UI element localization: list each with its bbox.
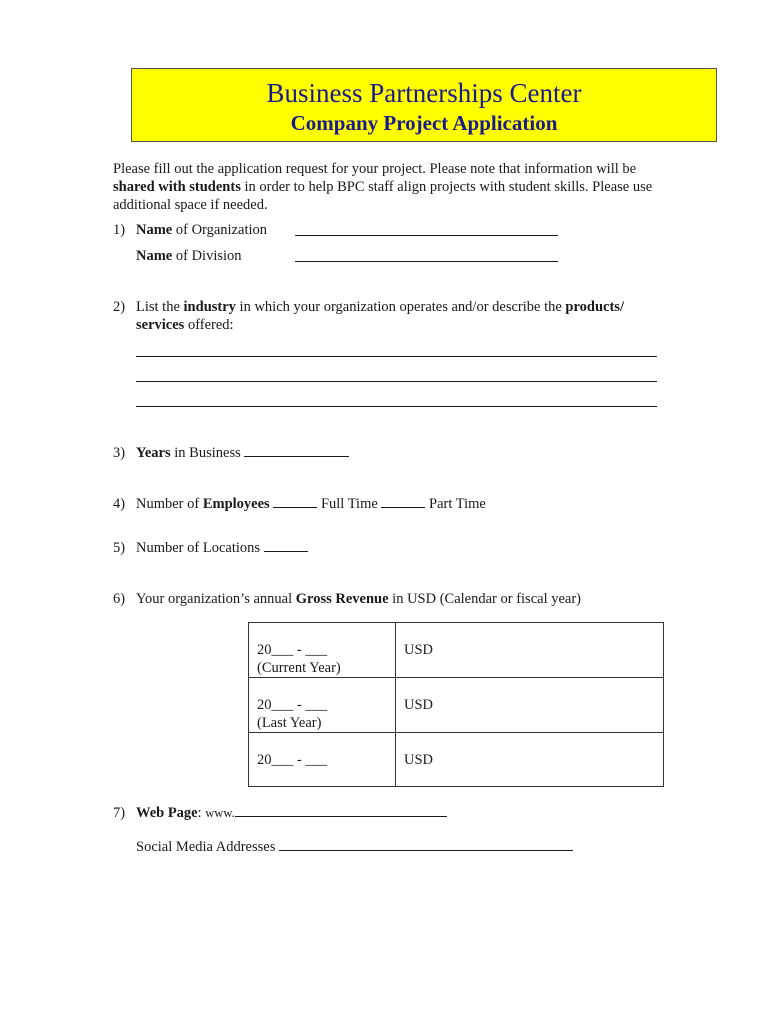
year-range: 20___ - ___	[257, 642, 328, 658]
org-label: of Organization	[172, 222, 268, 238]
intro-bold: shared with students	[113, 179, 241, 195]
social-media-field[interactable]	[279, 838, 573, 851]
www-prefix: www.	[205, 806, 235, 820]
question-5	[113, 539, 308, 557]
question-number: 7)	[113, 805, 126, 821]
question-4	[113, 495, 486, 513]
years-label: in Business	[170, 445, 241, 461]
page-subtitle: Company Project Application	[290, 111, 558, 135]
locations-label: Number of Locations	[136, 540, 261, 556]
question-number: 3)	[113, 445, 126, 461]
currency-label: USD	[404, 752, 434, 768]
currency-label: USD	[404, 642, 434, 658]
industry-bold: industry	[183, 299, 236, 315]
q2-text-1: List the	[136, 299, 184, 315]
intro-paragraph	[113, 160, 673, 214]
year-note: (Current Year)	[257, 660, 341, 676]
intro-text-1: Please fill out the application request for your project. Please note that information will be	[113, 161, 637, 177]
web-page-field[interactable]	[235, 804, 447, 817]
header-box	[131, 68, 717, 142]
question-1-division	[136, 247, 242, 265]
question-6	[113, 590, 581, 608]
table-row	[249, 733, 664, 787]
question-number: 4)	[113, 496, 126, 512]
revenue-year-cell[interactable]	[249, 733, 396, 787]
intro-text-2: in order to help BPC staff align projects with student skills. Please use additional space if needed.	[113, 179, 653, 213]
industry-answer-line-3[interactable]	[136, 406, 657, 407]
web-page-bold: Web Page	[136, 805, 198, 821]
q6-text-1: Your organization’s annual	[136, 591, 296, 607]
table-row	[249, 678, 664, 733]
full-time-label: Full Time	[317, 496, 382, 512]
org-label-bold: Name	[136, 222, 173, 238]
question-3	[113, 444, 349, 462]
question-7	[113, 804, 447, 822]
q4-text: Number of	[136, 496, 203, 512]
q6-text-2: in USD (Calendar or fiscal year)	[388, 591, 582, 607]
years-field[interactable]	[244, 444, 349, 457]
page-title: Business Partnerships Center	[266, 78, 582, 108]
services-bold: services	[136, 317, 185, 333]
revenue-amount-cell[interactable]	[396, 678, 664, 733]
gross-revenue-bold: Gross Revenue	[295, 591, 389, 607]
products-bold: products/	[565, 299, 624, 315]
years-bold: Years	[136, 445, 171, 461]
question-number: 2)	[113, 299, 126, 315]
locations-field[interactable]	[264, 539, 308, 552]
social-media-row	[136, 838, 573, 856]
social-media-label: Social Media Addresses	[136, 839, 276, 855]
question-1-org	[113, 221, 267, 239]
currency-label: USD	[404, 697, 434, 713]
division-name-field[interactable]	[295, 261, 558, 262]
q2-text-2: in which your organization operates and/or describe the	[235, 299, 566, 315]
colon: :	[197, 805, 202, 821]
industry-answer-line-1[interactable]	[136, 356, 657, 357]
division-label-bold: Name	[136, 248, 173, 264]
revenue-amount-cell[interactable]	[396, 623, 664, 678]
year-range: 20___ - ___	[257, 697, 328, 713]
part-time-field[interactable]	[381, 495, 425, 508]
employees-bold: Employees	[202, 496, 270, 512]
revenue-table	[248, 622, 664, 787]
year-range: 20___ - ___	[257, 752, 328, 768]
full-time-field[interactable]	[273, 495, 317, 508]
part-time-label: Part Time	[425, 496, 486, 512]
revenue-year-cell[interactable]	[249, 678, 396, 733]
question-number: 6)	[113, 591, 126, 607]
question-2-line1	[113, 298, 624, 316]
question-number: 5)	[113, 540, 126, 556]
q2-text-3: offered:	[184, 317, 234, 333]
year-note: (Last Year)	[257, 715, 322, 731]
question-number: 1)	[113, 222, 126, 238]
revenue-amount-cell[interactable]	[396, 733, 664, 787]
question-2-line2	[136, 316, 234, 334]
table-row	[249, 623, 664, 678]
organization-name-field[interactable]	[295, 235, 558, 236]
industry-answer-line-2[interactable]	[136, 381, 657, 382]
revenue-year-cell[interactable]	[249, 623, 396, 678]
division-label: of Division	[172, 248, 242, 264]
